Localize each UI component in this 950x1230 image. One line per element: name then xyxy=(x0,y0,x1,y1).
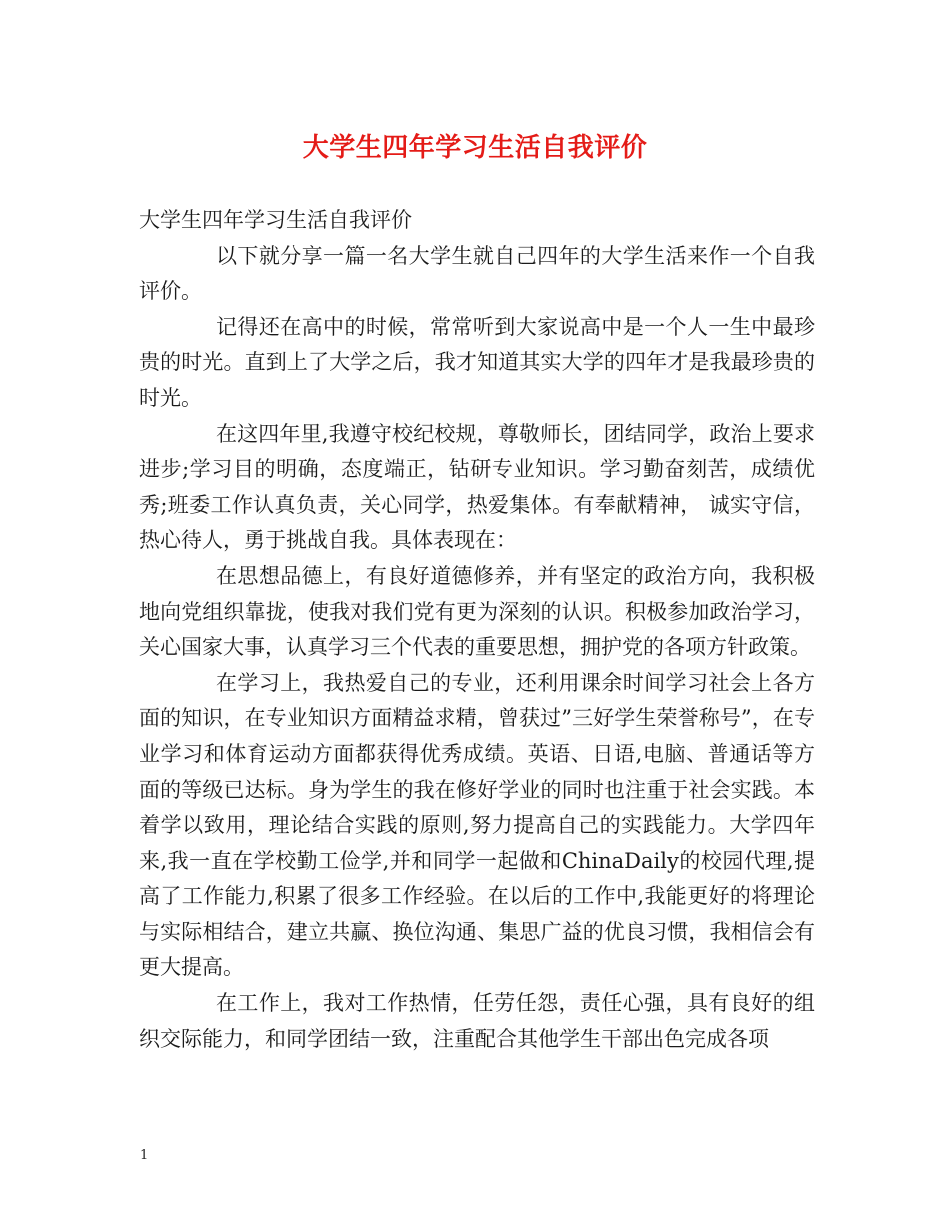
document-subtitle: 大学生四年学习生活自我评价 xyxy=(139,208,412,232)
paragraph-study: 在学习上，我热爱自己的专业，还利用课余时间学习社会上各方面的知识，在专业知识方面精益求精，曾获过”三好学生荣誉称号”，在专业学习和体育运动方面都获得优秀成绩。英语、日语,电脑、普通话等方面的等级已达标。身为学生的我在修好学业的同时也注重于社会实践。本着学以致用，理论结合实践的原则,努力提高自己的实践能力。大学四年来,我一直在学校勤工俭学,并和同学一起做和ChinaDaily的校园代理,提高了工作能力,积累了很多工作经验。在以后的工作中,我能更好的将理论与实际相结合，建立共赢、换位沟通、集思广益的优良习惯，我相信会有更大提高。 xyxy=(139,670,815,980)
paragraph-intro: 以下就分享一篇一名大学生就自己四年的大学生活来作一个自我评价。 xyxy=(139,243,815,304)
document-body xyxy=(139,203,815,1057)
paragraph-high-school: 记得还在高中的时候，常常听到大家说高中是一个人一生中最珍贵的时光。直到上了大学之后，我才知道其实大学的四年才是我最珍贵的时光。 xyxy=(139,314,815,410)
paragraph-four-years: 在这四年里,我遵守校纪校规，尊敬师长，团结同学，政治上要求进步;学习目的明确，态度端正，钻研专业知识。学习勤奋刻苦，成绩优秀;班委工作认真负责，关心同学，热爱集体。有奉献精神， 诚实守信，热心待人，勇于挑战自我。具体表现在： xyxy=(139,421,815,553)
paragraph-work: 在工作上，我对工作热情，任劳任怨，责任心强，具有良好的组织交际能力，和同学团结一致，注重配合其他学生干部出色完成各项 xyxy=(139,991,815,1051)
page-number: 1 xyxy=(140,1148,149,1163)
document-title: 大学生四年学习生活自我评价 xyxy=(302,133,648,163)
paragraph-ideology: 在思想品德上，有良好道德修养，并有坚定的政治方向，我积极地向党组织靠拢，使我对我们党有更为深刻的认识。积极参加政治学习，关心国家大事，认真学习三个代表的重要思想，拥护党的各项方针政策。 xyxy=(139,563,815,660)
